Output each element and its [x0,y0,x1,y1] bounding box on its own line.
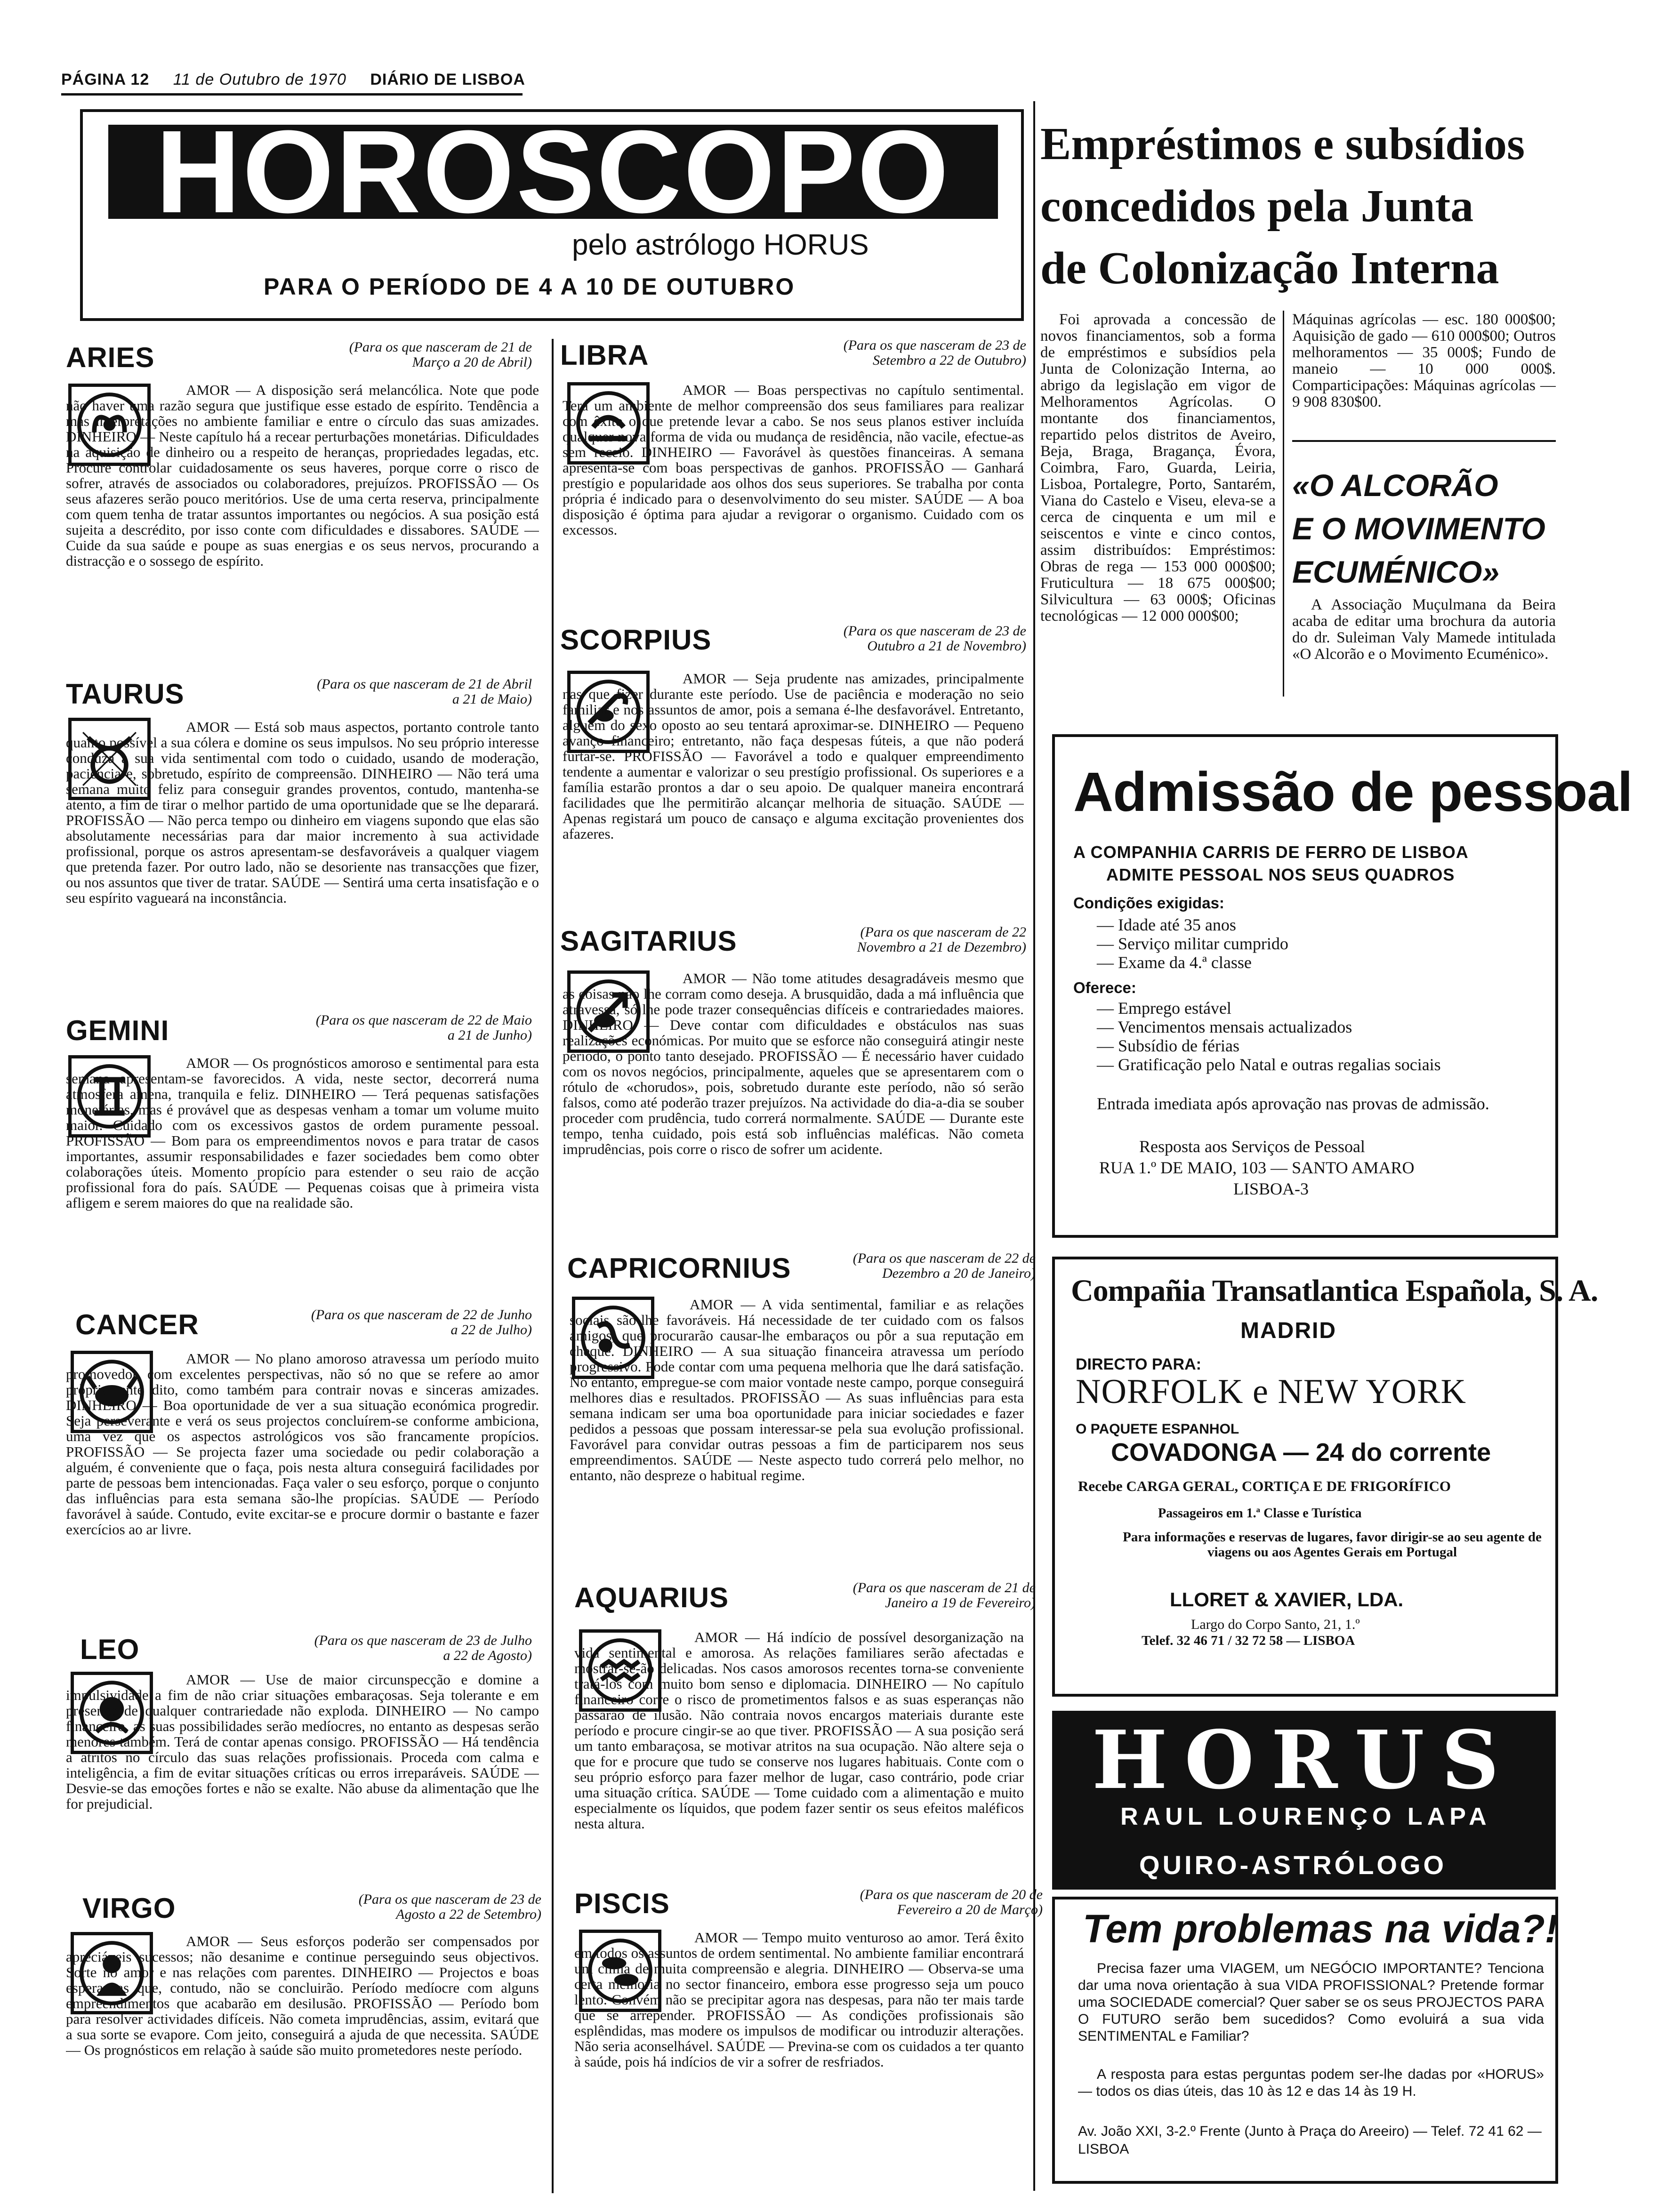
admissao-address: RUA 1.º DE MAIO, 103 — SANTO AMARO [1099,1158,1415,1177]
sign-aries-name: ARIES [66,342,155,373]
sign-leo-name: LEO [80,1634,140,1665]
page-number: PÁGINA 12 [61,71,150,88]
admissao-offer-2: — Vencimentos mensais actualizados [1097,1018,1352,1036]
horoscope-title: HOROSCOPO [155,106,951,237]
admissao-offers-label: Oferece: [1073,979,1136,996]
admissao-offer-3: — Subsídio de férias [1097,1036,1239,1055]
horus-ad-headline: Tem problemas na vida?! [1083,1907,1558,1951]
sign-aries-text: AMOR — A disposição será melancólica. Note que pode não haver uma razão segura que justifique esse estado de espírito. Tendência a más interpretações no ambiente familiar e entre o círculo das suas amizades. DINHEIRO — Neste capítulo há a recear perturbações monetárias. Dificuldades na aquisição de dinheiro ou a respeito de heranças, propriedades legadas, etc. Procure controlar cuidadosamente os seus haveres, porque corre o risco de sofrer, através de associados ou colaboradores, prejuízos. PROFISSÃO — Os seus afazeres serão pouco meritórios. Use de uma certa reserva, principalmente com quem tenha de tratar assuntos importantes ou negócios. A sua posição está sujeita a descrédito, por isso conte com dificuldades e dissabores. SAÚDE — Cuide da sua saúde e poupe as suas energias e os seus nervos, procurando a distracção e o sossego de espírito. [66,382,539,569]
alcorao-headline [1292,464,1556,593]
sign-sagitarius-dates: (Para os que nasceram de 22 Novembro a 21 de Dezembro) [857,924,1026,955]
transatlantica-passengers: Passageiros em 1.ª Classe e Turística [1158,1506,1362,1521]
sign-piscis-dates: (Para os que nasceram de 20 de Fevereiro a 20 de Março) [860,1887,1043,1917]
transatlantica-direct: DIRECTO PARA: [1076,1355,1201,1373]
sign-scorpius-text: AMOR — Seja prudente nas amizades, principalmente nas que fizer durante este período. Use de paciência e moderação no seio familiar e nos assuntos de amor, pois a semana é-lhe desfavorável. Entretanto, alguém do sexo oposto ao seu tentará aproximar-se. DINHEIRO — Pequeno avanço financeiro; entretanto, não faça despesas fúteis, a que não poderá furtar-se. PROFISSÃO — Favorável a todo e qualquer empreendimento tendente a aumentar e valorizar o seu prestígio profissional. Os superiores e a família estarão prontos a dar o seu apoio. De qualquer maneira encontrará facilidades que lhe permitirão alcançar melhoria de situação. SAÚDE — Apenas registará um pouco de cansaço e alguma excitação provenientes dos afazeres. [563,671,1024,842]
sign-gemini-name: GEMINI [66,1015,169,1046]
transatlantica-ship-label: O PAQUETE ESPANHOL [1076,1421,1239,1437]
transatlantica-agent-address: Largo do Corpo Santo, 21, 1.º [1191,1617,1360,1632]
column-divider-left [552,339,554,2193]
transatlantica-destination: NORFOLK e NEW YORK [1076,1372,1466,1411]
sign-taurus-name: TAURUS [66,678,185,710]
horus-ad-text: Precisa fazer uma VIAGEM, um NEGÓCIO IMPORTANTE? Tenciona dar uma nova orientação à sua VIDA PROFISSIONAL? Pretende formar uma SOCIEDADE comercial? Quer saber se os seus PROJECTOS PARA O FUTURO serão bem sucedidos? Como evoluirá a sua vida SENTIMENTAL e Familiar? [1078,1961,1544,2044]
sign-cancer-name: CANCER [75,1309,199,1340]
sign-aquarius-dates: (Para os que nasceram de 21 de Janeiro a 19 de Fevereiro) [853,1580,1036,1611]
horus-ad-reply: A resposta para estas perguntas podem ser-lhe dadas por «HORUS» — todos os dias úteis, das 10 às 12 e das 14 às 19 H. [1078,2067,1544,2099]
admissao-title: Admissão de pessoal [1073,761,1633,823]
news-rule [1292,440,1556,442]
admissao-reply: Resposta aos Serviços de Pessoal [1139,1137,1365,1156]
admissao-admits: ADMITE PESSOAL NOS SEUS QUADROS [1106,865,1455,884]
horus-ad-role: QUIRO-ASTRÓLOGO [1139,1850,1447,1880]
sign-virgo-name: VIRGO [82,1892,176,1924]
transatlantica-agent: LLORET & XAVIER, LDA. [1170,1588,1404,1611]
admissao-condition-3: — Exame da 4.ª classe [1097,953,1252,972]
sign-capricornius-text: AMOR — A vida sentimental, familiar e as relações sociais são-lhe favoráveis. Há necessidade de ter cuidado com os falsos amigos, que procurarão causar-lhe embaraços ou pôr a sua reputação em cheque. DINHEIRO — A sua situação financeira atravessa um período progressivo. Pode contar com uma pequena melhoria que lhe dará satisfação. No entanto, empregue-se com maior vontade neste campo, porque conseguirá melhores dias e resultados. PROFISSÃO — As suas influências para esta semana indicam ser uma boa oportunidade para iniciar sociedades e fazer pedidos a pessoas que possam interessar-se pela sua evolução profissional. Favorável para convidar outras pessoas a fim de participarem nos seus empreendimentos. SAÚDE — Neste aspecto tudo correrá pelo melhor, no entanto, não despreze o habitual regime. [570,1297,1024,1483]
transatlantica-title: Compañia Transatlantica Española, S. A. [1071,1274,1598,1308]
sign-cancer-text: AMOR — No plano amoroso atravessa um período muito promovedor, com excelentes perspectivas, não só no que se refere ao amor pròpriamente dito, como também para contrair novas e sinceras amizades. DINHEIRO — Boa oportunidade de ver a sua situação económica progredir. Seja perseverante e verá os seus projectos concluírem-se conforme ambiciona, uma vez que os aspectos astrológicos vos são francamente propícios. PROFISSÃO — Se projecta fazer uma sociedade ou pedir colaboração a alguém, é conveniente que o faça, pois nesta altura conseguirá facilidades por parte de pessoas bem intencionadas. Faça valer o seu esforço, porque o conjunto das influências para esta semana são-lhe propícias. SAÚDE — Período favorável à saúde. Contudo, evite excitar-se e procure dormir o bastante e fazer exercícios ao ar livre. [66,1351,539,1538]
admissao-condition-2: — Serviço militar cumprido [1097,934,1288,953]
sign-taurus-text: AMOR — Está sob maus aspectos, portanto controle tanto quanto possível a sua cólera e domine os seus impulsos. No seu próprio interesse conduza a sua vida sentimental com todo o cuidado, usando de moderação, paciência e, sobretudo, espírito de compreensão. DINHEIRO — Não terá uma semana muito feliz para conseguir grandes proventos, contudo, mantenha-se atento, a fim de tirar o melhor partido de uma oportunidade que se lhe deparará. PROFISSÃO — Não perca tempo ou dinheiro em viagens supondo que elas são absolutamente necessárias para dar maior incremento à sua actividade profissional, porque os astros apresentam-se desfavoráveis a qualquer viagem que pretenda fazer. Por outro lado, não se desoriente nas transacções que fizer, ou nos assuntos que tiver de tratar. SAÚDE — Sentirá uma certa insatisfação e o seu espírito vagueará na inconstância. [66,719,539,906]
admissao-conditions-list [1097,915,1288,972]
sign-gemini-text: AMOR — Os prognósticos amoroso e sentimental para esta semana apresentam-se favorecidos. A vida, neste sector, decorrerá numa atmosfera amena, tranquila e feliz. DINHEIRO — Terá pequenas satisfações monetárias, mas é provável que as despesas venham a tomar um volume muito maior. Cuidado com os excessivos gastos de ordem puramente pessoal. PROFISSÃO — Bom para os empreendimentos novos e para tratar de casos importantes, assumir responsabilidades e fazer sociedades bem como obter colaborações úteis. Momento propício para estender o seu raio de acção profissional fora do país. SAÚDE — Pequenas coisas que à primeira vista afligem e serem maiores do que na realidade são. [66,1055,539,1211]
admissao-company: A COMPANHIA CARRIS DE FERRO DE LISBOA [1073,842,1469,862]
transatlantica-ship: COVADONGA — 24 do corrente [1111,1438,1491,1467]
emprestimos-text-col2: Máquinas agrícolas — esc. 180 000$00; Aquisição de gado — 610 000$00; Outros melhoramentos — 35 000$; Fundo de maneio — 10 000 000$. Comparticipações: Máquinas agrícolas — 9 908 830$00. [1292,312,1556,410]
sign-gemini-dates: (Para os que nasceram de 22 de Maio a 21 de Junho) [315,1012,532,1043]
sign-taurus-dates: (Para os que nasceram de 21 de Abril a 21 de Maio) [317,676,532,707]
horus-ad-address: Av. João XXI, 3-2.º Frente (Junto à Praça do Areeiro) — Telef. 72 41 62 — LISBOA [1078,2124,1542,2157]
admissao-offer-4: — Gratificação pelo Natal e outras regalias sociais [1097,1055,1441,1074]
sign-cancer-dates: (Para os que nasceram de 22 de Junho a 22 de Julho) [311,1307,532,1338]
emprestimos-title-line-2: concedidos pela Junta [1040,181,1474,232]
alcorao-title-line-1: «O ALCORÃO [1292,468,1498,503]
sign-libra-name: LIBRA [560,339,649,371]
sign-virgo-dates: (Para os que nasceram de 23 de Agosto a 22 de Setembro) [358,1891,541,1922]
sign-piscis-text: AMOR — Tempo muito venturoso ao amor. Terá êxito em todos os assuntos de ordem sentimental. No ambiente familiar encontrará um clima de muita compreensão e alegria. DINHEIRO — Observa-se uma certa melhoria no sector financeiro, embora esse progresso seja um pouco lento. Convém não se precipitar agora nas despesas, para não ter mais tarde que se arrepender. PROFISSÃO — As condições profissionais são esplêndidas, mas modere os impulsos de modificar ou introduzir alterações. Não seria aconselhável. SAÚDE — Previna-se com os cuidados a ter quanto à saúde, pois há indícios de vir a sofrer de resfriados. [574,1930,1024,2070]
emprestimos-title-line-3: de Colonização Interna [1040,243,1499,294]
admissao-offer-1: — Emprego estável [1097,999,1231,1018]
emprestimos-text-col1: Foi aprovada a concessão de novos financiamentos, sob a forma de empréstimos e subsídios pela Junta de Colonização Interna, ao abrigo da legislação em vigor de Melhoramentos Agrícolas. O montante dos financiamentos, repartido pelos distritos de Aveiro, Beja, Braga, Bragança, Évora, Coimbra, Faro, Guarda, Leiria, Lisboa, Portalegre, Porto, Santarém, Viana do Castelo e Viseu, eleva-se a cerca de cinquenta e um mil e seiscentos e vinte e cinco contos, assim distribuídos: Empréstimos: Obras de rega — 153 000 000$00; Fruticultura — 18 675 000$00; Silvicultura — 63 000$; Oficinas tecnológicas — 12 000 000$00; [1040,312,1276,625]
transatlantica-cargo: Recebe CARGA GERAL, CORTIÇA E DE FRIGORÍFICO [1078,1478,1451,1494]
admissao-city: LISBOA-3 [1233,1179,1309,1198]
horus-logo: HORUS [1092,1713,1516,1807]
admissao-offers-list [1097,999,1544,1074]
horoscope-period: PARA O PERÍODO DE 4 A 10 DE OUTUBRO [264,273,796,300]
alcorao-title-line-2: E O MOVIMENTO [1292,511,1545,546]
transatlantica-info: Para informações e reservas de lugares, favor dirigir-se ao seu agente de viagens ou aos Agentes Gerais em Portugal [1123,1530,1542,1560]
alcorao-title-line-3: ECUMÉNICO» [1292,554,1500,589]
admissao-condition-1: — Idade até 35 anos [1097,915,1236,934]
emprestimos-title-line-1: Empréstimos e subsídios [1040,119,1525,169]
header-rule [61,93,523,96]
column-divider-news [1283,311,1284,697]
sign-capricornius-name: CAPRICORNIUS [567,1252,791,1284]
sign-libra-text: AMOR — Boas perspectivas no capítulo sentimental. Terá um ambiente de melhor compreensão dos seus familiares para realizar com êxito o que pretende levar a cabo. Se nos seus planos estiver incluída qualquer nova forma de vida ou mudança de residência, não vacile, efectue-as sem receio. DINHEIRO — Favorável às questões financeiras. A semana apresenta-se com boas perspectivas de ganhos. PROFISSÃO — Ganhará prestígio e popularidade aos olhos dos seus superiores. Se trabalha por conta própria é indicado para o desenvolvimento do seu mister. SAÚDE — A boa disposição é óptima para ajudar a revigorar o organismo. Cuidado com os excessos. [563,382,1024,538]
page-date: 11 de Outubro de 1970 [173,71,346,88]
sign-capricornius-dates: (Para os que nasceram de 22 de Dezembro a 20 de Janeiro) [853,1250,1036,1281]
horus-ad-name: RAUL LOURENÇO LAPA [1120,1803,1491,1830]
sign-scorpius-dates: (Para os que nasceram de 23 de Outubro a 21 de Novembro) [843,623,1026,654]
sign-aquarius-name: AQUARIUS [574,1582,729,1613]
newspaper-name: DIÁRIO DE LISBOA [370,71,525,88]
sign-libra-dates: (Para os que nasceram de 23 de Setembro a 22 de Outubro) [843,337,1026,368]
transatlantica-agent-tel: Telef. 32 46 71 / 32 72 58 — LISBOA [1142,1633,1355,1648]
sign-sagitarius-text: AMOR — Não tome atitudes desagradáveis mesmo que as coisas não lhe corram como deseja. A brusquidão, dada a má influência que atravessa, só lhe pode trazer consequências difíceis e contrariedades maiores. DINHEIRO — Deve contar com dificuldades e obstáculos nas suas realizações económicas. Por muito que se esforce não conseguirá atingir neste período, o ponto tanto desejado. PROFISSÃO — É necessário haver cuidado com os novos negócios, principalmente, aqueles que se apresentarem com o rótulo de «chorudos», pois, sobretudo durante este período, não só serão falsos, como até poderão trazer prejuízos. Na actividade do dia-a-dia se souber proceder com prudência, tudo correrá normalmente. SAÚDE — Durante este tempo, tenha cuidado, pois está sob influências maléficas. Não cometa imprudências, pois corre o risco de sofrer um acidente. [563,970,1024,1157]
transatlantica-city: MADRID [1240,1318,1336,1343]
sign-aries-dates: (Para os que nasceram de 21 de Março a 20 de Abril) [349,339,532,370]
sign-piscis-name: PISCIS [574,1888,670,1919]
sign-virgo-text: AMOR — Seus esforços poderão ser compensados por apreciáveis sucessos; não desanime e continue perseguindo seus objectivos. Sorte no amor e nas relações com parentes. DINHEIRO — Projectos e boas esperanças que, contudo, não se concluirão. Período medíocre com alguns empreendimentos que acabarão em desilusão. PROFISSÃO — Período bom para resolver actividades difíceis. Não cometa imprudências, assim, evitará que a sua sorte se evapore. Com jeito, conseguirá a ajuda de que necessita. SAÚDE — Os prognósticos em relação à saúde são muito prometedores neste período. [66,1933,539,2058]
admissao-conditions-label: Condições exigidas: [1073,894,1224,912]
sign-leo-dates: (Para os que nasceram de 23 de Julho a 22 de Agosto) [314,1633,532,1663]
sign-scorpius-name: SCORPIUS [560,624,712,656]
emprestimos-headline [1040,113,1553,299]
sign-leo-text: AMOR — Use de maior circunspecção e domine a impulsividade a fim de não criar situações embaraçosas. Seja tolerante e em presença de qualquer contrariedade não exploda. DINHEIRO — No campo financeiro, as suas possibilidades serão medíocres, no entanto as despesas serão menores também. Terá de contar apenas consigo. PROFISSÃO — Há tendência a atritos no círculo das suas relações profissionais. Proceda com calma e inteligência, a fim de evitar situações críticas ou erros irreparáveis. SAÚDE — Desvie-se das emoções fortes e não se exalte. Não abuse da alimentação que lhe for prejudicial. [66,1672,539,1812]
page-header [61,71,544,89]
alcorao-text: A Associação Muçulmana da Beira acaba de editar uma brochura da autoria do dr. Suleiman Valy Mamede intitulada «O Alcorão e o Movimento Ecuménico». [1292,597,1556,663]
horoscope-subtitle: pelo astrólogo HORUS [572,229,869,261]
column-divider-right [1033,101,1035,2191]
sign-sagitarius-name: SAGITARIUS [560,925,737,957]
admissao-entry: Entrada imediata após aprovação nas provas de admissão. [1097,1094,1489,1113]
sign-aquarius-text: AMOR — Há indício de possível desorganização na vida sentimental e amorosa. As relações familiares serão afectadas e mostrar-se-ão delicadas. Nos casos amorosos recentes torna-se conveniente tratá-los com muito bom senso e diplomacia. DINHEIRO — No capítulo financeiro corre o risco de prometimentos falsos e as suas esperanças não passarão de ilusão. Não contraia novos encargos materiais durante este período e procure cingir-se ao que tiver. PROFISSÃO — A sua posição será um tanto embaraçosa, se motivar atritos na sua ocupação. Não altere seja o que for e procure que tudo se conserve nos lugares habituais. Conte com o seu próprio esforço para fazer melhor de lugar, caso contrário, pode criar uma situação crítica. SAÚDE — Tome cuidado com a alimentação e muito especialmente os líquidos, que podem fazer sentir os seus efeitos maléficos nesta altura. [574,1629,1024,1832]
